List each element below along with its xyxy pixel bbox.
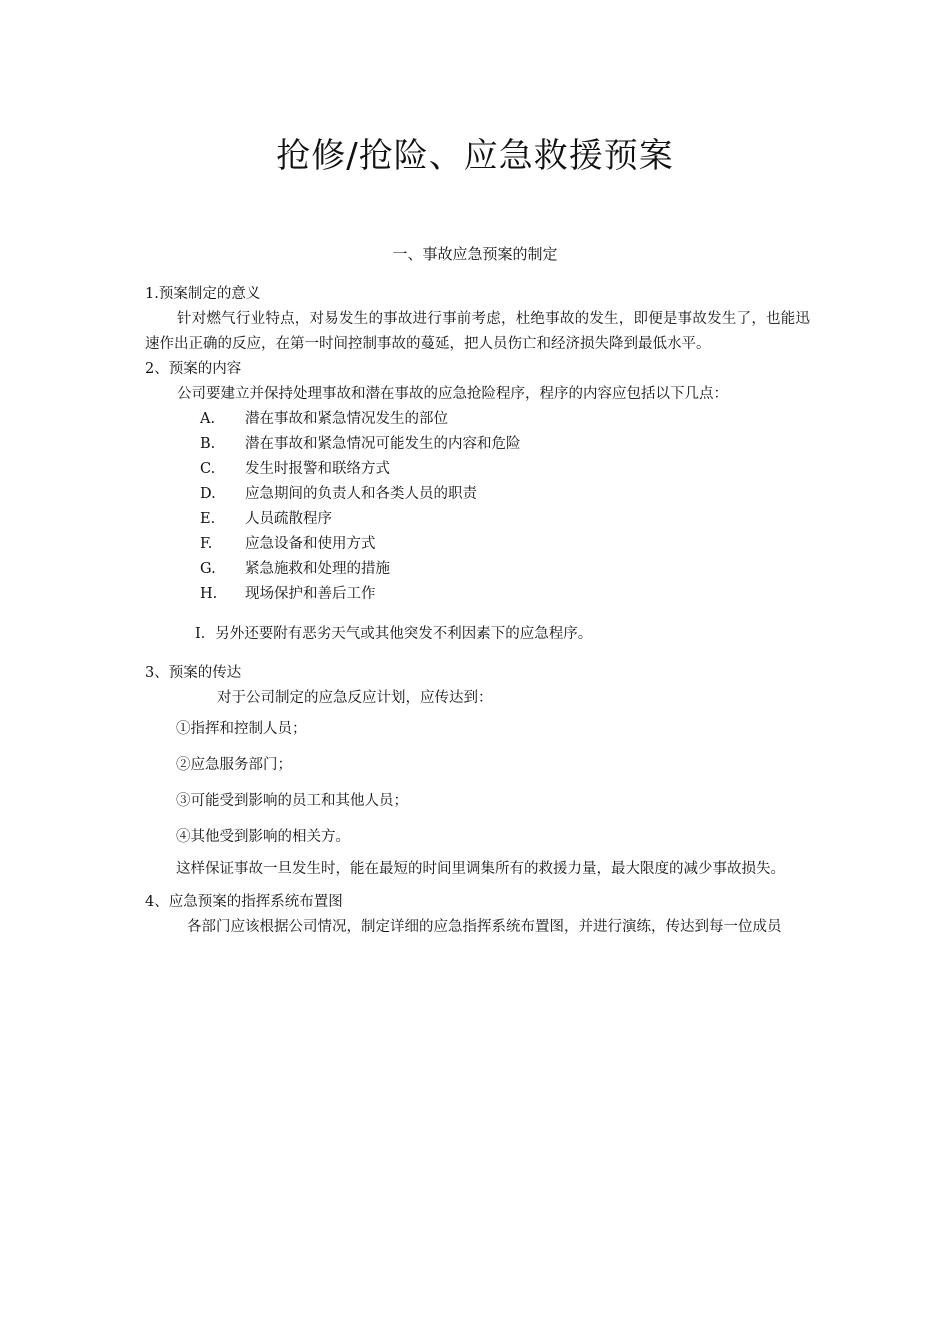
recipient-item: ①指挥和控制人员；	[176, 721, 307, 737]
list-item-text: 发生时报警和联络方式	[245, 461, 390, 477]
section-3-paragraph: 对于公司制定的应急反应计划，应传达到：	[217, 690, 493, 706]
section-title: 一、事故应急预案的制定	[392, 245, 558, 263]
list-item	[145, 407, 810, 432]
list-item-letter: D.	[200, 486, 216, 502]
section-4-paragraph: 各部门应该根据公司情况，制定详细的应急指挥系统布置图，并进行演练，传达到每一位成员	[187, 919, 782, 935]
list-item	[145, 457, 810, 482]
list-item	[145, 582, 810, 607]
list-item-extra: I．另外还要附有恶劣天气或其他突发不利因素下的应急程序。	[195, 625, 593, 642]
list-item-letter: B.	[200, 436, 216, 452]
list-item-text: 潜在事故和紧急情况发生的部位	[245, 411, 448, 427]
list-item-letter: C.	[200, 461, 216, 477]
document-body	[145, 282, 810, 940]
list-item	[145, 507, 810, 532]
section-4-heading: 4、应急预案的指挥系统布置图	[145, 894, 343, 910]
section-2-paragraph: 公司要建立并保持处理事故和潜在事故的应急抢险程序，程序的内容应包括以下几点：	[177, 386, 728, 402]
section-1-paragraph: 针对燃气行业特点，对易发生的事故进行事前考虑，杜绝事故的发生，即便是事故发生了，也能迅速作出正确的反应，在第一时间控制事故的蔓延，把人员伤亡和经济损失降到最低水平。	[145, 311, 810, 352]
recipient-item: ②应急服务部门；	[176, 757, 292, 773]
list-item	[145, 557, 810, 582]
content-list	[145, 407, 810, 607]
section-3-heading: 3、预案的传达	[145, 665, 242, 681]
section-2-heading: 2、预案的内容	[145, 361, 242, 377]
list-item-text: 紧急施救和处理的措施	[245, 561, 390, 577]
recipient-item: ④其他受到影响的相关方。	[176, 829, 350, 845]
list-item-letter: G.	[200, 561, 216, 577]
list-item-text: 应急设备和使用方式	[245, 536, 376, 552]
list-item-letter: F.	[200, 536, 213, 552]
list-item-text: 人员疏散程序	[245, 511, 332, 527]
section-1-heading: 1.预案制定的意义	[145, 286, 261, 302]
list-item-letter: A.	[200, 411, 216, 427]
recipient-item: ③可能受到影响的员工和其他人员；	[176, 793, 408, 809]
list-item-letter: E.	[200, 511, 216, 527]
list-item	[145, 432, 810, 457]
list-item-text: 应急期间的负责人和各类人员的职责	[245, 486, 477, 502]
list-item	[145, 482, 810, 507]
list-item-letter: H.	[200, 586, 218, 602]
document-title: 抢修/抢险、应急救援预案	[276, 136, 674, 176]
list-item-text: 现场保护和善后工作	[245, 586, 376, 602]
section-3-closing: 这样保证事故一旦发生时，能在最短的时间里调集所有的救援力量，最大限度的减少事故损失。	[176, 861, 785, 877]
list-item-text: 潜在事故和紧急情况可能发生的内容和危险	[245, 436, 521, 452]
list-item	[145, 532, 810, 557]
